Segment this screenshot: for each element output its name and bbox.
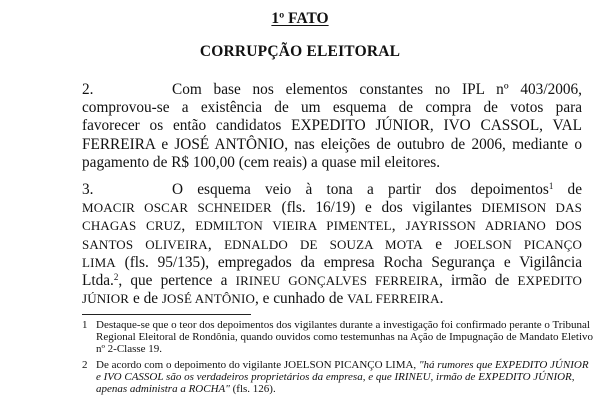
footnote-quote: apenas administra a ROCHA" [96, 383, 230, 396]
paragraph-line [82, 199, 582, 217]
footnote-line: Regional Eleitoral de Rondônia, quando ouvidos como testemunhas na Ação de Impugnação de Mandato Eletivo [96, 331, 594, 344]
paragraph-text: Com base nos elementos constantes no IPL nº 403/2006, [172, 81, 582, 98]
footnote-quote: "há rumores que EXPEDITO JÚNIOR [418, 359, 589, 371]
paragraph-text: Ltda. [82, 271, 114, 289]
footnote-line [96, 359, 589, 371]
footnote-line: Destaque-se que o teor dos depoimentos dos vigilantes durante a investigação foi confirmado perante o Tribunal [96, 319, 590, 331]
footnote-ref-2[interactable]: 2 [113, 271, 119, 282]
paragraph-text: e [422, 235, 455, 253]
person-name: JOELSON PICANÇO [454, 236, 582, 252]
paragraph-line [82, 81, 582, 99]
paragraph-3 [82, 181, 582, 308]
paragraph-line [82, 272, 582, 290]
person-name: EDNALDO DE SOUZA MOTA [224, 236, 423, 252]
section-title: 1º FATO [271, 10, 329, 27]
footnote-number: 2 [82, 359, 88, 371]
person-name: DIEMISON DAS [481, 200, 582, 216]
footnote-text: (fls. 126). [229, 383, 276, 396]
paragraph-text: , que pertence a [118, 271, 236, 289]
person-name: MOACIR OSCAR SCHNEIDER [82, 200, 272, 216]
paragraph-text: O esquema veio à tona a partir dos depoimentos [172, 181, 549, 198]
person-name: LIMA [82, 254, 116, 270]
person-name: SANTOS OLIVEIRA [82, 236, 208, 252]
footnote-1 [82, 319, 594, 356]
section-subtitle: CORRUPÇÃO ELEITORAL [199, 43, 401, 60]
footnote-ref-1[interactable]: 1 [548, 181, 554, 191]
person-name: IRINEU GONÇALVES FERREIRA [235, 272, 439, 288]
paragraph-line: comprovou-se a existência de um esquema de compra de votos para [82, 99, 582, 117]
person-name: JÚNIOR [82, 291, 130, 307]
footnote-quote: e IVO CASSOL são os verdadeiros proprietários da empresa, e que IRINEU, irmão de EXPEDITO JÚNIOR, [96, 371, 575, 384]
person-name: JAYRISSON ADRIANO DOS [405, 218, 582, 234]
paragraph-line: FERREIRA e JOSÉ ANTÔNIO, nas eleições de outubro de 2006, mediante o [82, 135, 582, 153]
paragraph-line [82, 290, 582, 308]
paragraph-text: de [553, 181, 583, 198]
paragraph-line: pagamento de R$ 100,00 (cem reais) a quase mil eleitores. [82, 153, 441, 171]
footnote-divider [82, 314, 251, 315]
footnote-2 [82, 359, 589, 396]
paragraph-text: (fls. 16/19) e dos vigilantes [271, 199, 482, 217]
paragraph-text: , [391, 217, 406, 235]
paragraph-text: , e cunhado de [255, 290, 348, 308]
paragraph-text: . [439, 290, 444, 308]
paragraph-text: e de [129, 290, 162, 308]
person-name: EDMILTON VIEIRA PIMENTEL [195, 218, 392, 234]
paragraph-line [82, 236, 582, 254]
paragraph-line [82, 217, 582, 235]
footnote-body [96, 319, 594, 356]
footnote-number: 1 [82, 319, 88, 331]
footnote-line [96, 383, 582, 395]
paragraph-number: 3. [82, 181, 94, 198]
footnote-line [96, 371, 582, 383]
person-name: EXPEDITO [517, 272, 582, 288]
paragraph-line: favorecer os então candidatos EXPEDITO JÚNIOR, IVO CASSOL, VAL [82, 117, 582, 135]
paragraph-text: (fls. 95/135), empregados da empresa Rocha Segurança e Vigilância [115, 253, 582, 271]
person-name: CHAGAS CRUZ [82, 218, 182, 234]
person-name: VAL FERREIRA [347, 291, 440, 307]
footnote-text: De acordo com o depoimento do vigilante JOELSON PICANÇO LIMA, [96, 359, 419, 371]
paragraph-text: , irmão de [438, 271, 518, 289]
footnote-body [96, 359, 589, 396]
footnote-line: nº 2-Classe 19. [96, 343, 163, 356]
person-name: JOSÉ ANTÔNIO [161, 291, 255, 307]
paragraph-number: 2. [82, 81, 94, 98]
paragraph-line [82, 181, 582, 199]
paragraph-text: , [207, 235, 225, 253]
paragraph-text: , [181, 217, 196, 235]
paragraph-2 [82, 81, 582, 172]
paragraph-line [82, 254, 582, 272]
